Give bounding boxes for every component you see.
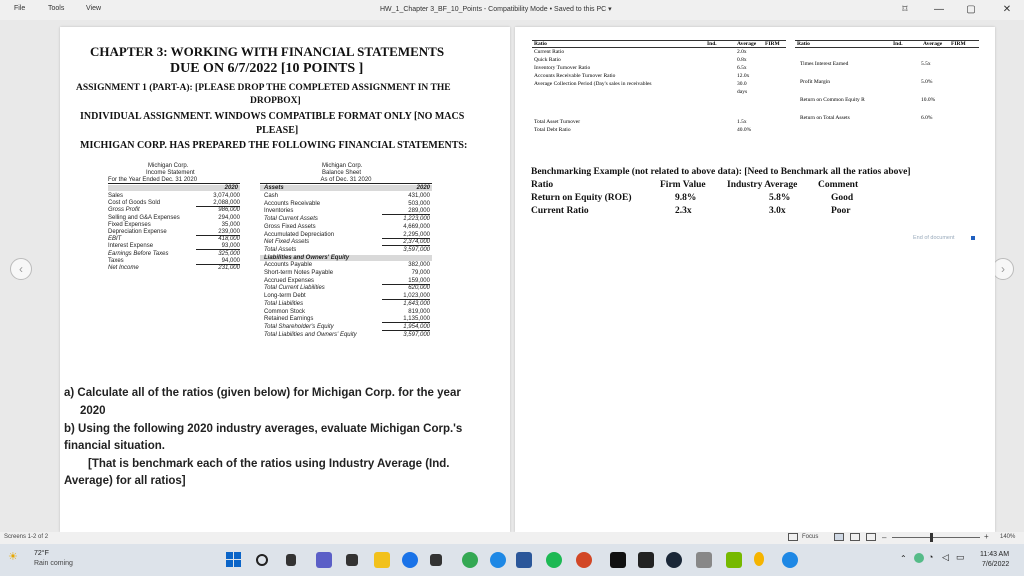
zoom-slider-thumb[interactable] [930,533,933,542]
balance-row-value: 3,597,000 [403,246,430,253]
balance-row-value: 1,643,000 [403,300,430,307]
balance-title: Balance Sheet [322,170,362,176]
balance-row-value: 79,000 [411,270,430,276]
ind-header-b: Ind. [893,41,903,47]
minimize-button[interactable]: — [934,4,944,15]
weather-forecast[interactable]: Rain coming [34,560,73,567]
task-view-icon[interactable] [286,554,296,566]
income-row-label: Sales [108,193,124,199]
file-explorer-icon[interactable] [374,552,390,568]
balance-row-label: Cash [264,193,279,199]
balance-row-label: Net Fixed Assets [264,239,310,246]
average-header: Average [737,41,757,47]
tray-app-icon[interactable] [914,553,924,563]
read-mode-icon[interactable] [834,533,844,541]
ratio-b-average: 6.0% [921,115,933,121]
benchmark-cell: 3.0x [769,206,786,216]
statements-heading: MICHIGAN CORP. HAS PREPARED THE FOLLOWING FINANCIAL STATEMENTS: [80,140,468,151]
balance-period: As of Dec. 31 2020 [260,177,432,184]
balance-row-label: Total Liabilities [264,300,304,307]
balance-row-value: 1,223,000 [403,216,430,223]
wifi-icon[interactable]: ◔ [928,552,934,562]
document-title[interactable]: HW_1_Chapter 3_BF_10_Points - Compatibility Mode • Saved to this PC ▾ [380,6,612,13]
ratio-a-label: Average Collection Period (Day's sales in receivables [534,81,652,87]
question-b: b) Using the following 2020 industry averages, evaluate Michigan Corp.'s [64,423,463,435]
assignment-heading-2: DROPBOX] [250,96,301,106]
benchmark-cell: Current Ratio [531,206,589,216]
income-row-label: EBIT [108,236,122,243]
individual-heading: INDIVIDUAL ASSIGNMENT. WINDOWS COMPATIBLE FORMAT ONLY [NO MACS [80,111,465,122]
ratio-b-label: Return on Total Assets [800,115,850,121]
page-right [515,27,995,532]
balance-row-value: 1,135,000 [382,316,430,323]
benchmark-header: Ratio [531,180,554,190]
balance-row-value: 382,000 [408,262,430,269]
steam-icon[interactable] [666,552,682,568]
maximize-button[interactable]: ▢ [966,4,976,15]
balance-row-value: 289,000 [382,208,430,215]
powerpoint-icon[interactable] [576,552,592,568]
balance-row-label: Total Current Assets [264,216,318,223]
menu-file[interactable]: File [14,5,26,12]
print-layout-icon[interactable] [850,533,860,541]
ratio-a-average: 0.8x [737,57,747,63]
income-row-value: 418,000 [218,236,240,243]
spotify-icon[interactable] [546,552,562,568]
clock-time[interactable]: 11:43 AM [980,551,1010,558]
page-left [60,27,510,532]
firm-header-b: FIRM [951,41,966,47]
word-icon[interactable] [516,552,532,568]
income-row-value: 93,000 [196,243,240,250]
tray-chevron-icon[interactable]: ⌃ [900,554,907,563]
ratio-a-label: Total Debt Ratio [534,127,571,133]
browser-icon[interactable] [782,552,798,568]
balance-assets-header: Assets [260,185,432,191]
benchmark-cell: Poor [831,206,851,216]
fullscreen-icon[interactable]: ⌑ [902,4,908,15]
menu-tools[interactable]: Tools [48,5,65,12]
question-b-2: financial situation. [64,440,165,452]
menu-view[interactable]: View [86,5,102,12]
benchmark-title: Benchmarking Example (not related to above data): [Need to Benchmark all the ratios above] [531,167,911,177]
income-row-value: 231,000 [218,265,240,271]
balance-row-label: Short-term Notes Payable [264,270,334,276]
income-row-label: Cost of Goods Sold [108,200,161,207]
balance-row-label: Accounts Payable [264,262,313,269]
ratio-b-label: Profit Margin [800,79,830,85]
income-row-label: Interest Expense [108,243,154,250]
store-icon[interactable] [430,554,442,566]
battery-icon[interactable]: ▭ [956,552,965,562]
chapter-heading: CHAPTER 3: WORKING WITH FINANCIAL STATEMENTS [90,44,445,59]
benchmark-header: Industry Average [727,180,798,190]
ratio-a-label: Inventory Turnover Ratio [534,65,591,71]
zoom-in-button[interactable]: + [984,532,989,541]
average-header-b: Average [923,41,943,47]
ratio-a-label: Accounts Receivable Turnover Ratio [534,73,616,79]
income-row-label: Gross Profit [108,207,140,214]
balance-row-value: 4,669,000 [403,223,430,230]
balance-row-value: 503,000 [408,200,430,207]
income-row-value: 325,000 [218,250,240,257]
balance-row-label: Retained Earnings [264,316,314,323]
balance-row-value: 3,597,000 [403,331,430,338]
ratio-a-average: 1.5x [737,119,747,125]
zoom-level: 140% [1000,534,1016,540]
balance-row-label: Total Shareholder's Equity [264,323,334,330]
status-bar [0,532,1024,544]
benchmark-cell: 5.8% [769,193,791,203]
question-a: a) Calculate all of the ratios (given below) for Michigan Corp. for the year [64,387,461,399]
balance-year: 2020 [416,185,430,191]
app-f-icon[interactable] [696,552,712,568]
assignment-heading: ASSIGNMENT 1 (PART-A): [PLEASE DROP THE COMPLETED ASSIGNMENT IN THE [76,83,451,93]
netflix-icon[interactable] [610,552,626,568]
ratio-a-average: 40.0% [737,127,752,133]
income-row-value: 2,088,000 [196,200,240,207]
volume-icon[interactable]: ◁ [942,552,949,562]
zoom-out-button[interactable]: – [882,533,887,542]
income-row-label: Depreciation Expense [108,229,167,235]
balance-row-label: Total Liabilities and Owners' Equity [264,331,357,338]
question-a-2: 2020 [80,405,106,417]
balance-row-value: 1,023,000 [382,293,430,300]
focus-icon[interactable] [788,533,798,541]
income-row-value: 3,074,000 [213,193,240,199]
weather-icon[interactable]: ☀ [8,551,18,563]
ind-header: Ind. [707,41,717,47]
balance-row-value: 1,954,000 [382,324,430,331]
balance-row-label: Common Stock [264,308,306,315]
ratio-b-average: 5.0% [921,79,933,85]
ratio-a-label: Total Asset Turnover [534,119,581,125]
balance-row-label: Long-term Debt [264,293,306,300]
income-row-label: Earnings Before Taxes [108,250,169,257]
benchmark-header: Comment [818,180,859,190]
clock-date[interactable]: 7/6/2022 [982,561,1010,568]
focus-button[interactable]: Focus [802,534,819,540]
due-date-heading: DUE ON 6/7/2022 [10 POINTS ] [170,61,364,76]
balance-row-value: 2,374,000 [382,239,430,246]
ratio-header: Ratio [534,41,547,47]
ratio-b-average: 5.5x [921,61,931,67]
individual-heading-2: PLEASE] [256,125,299,136]
end-of-document: End of document [913,235,955,241]
balance-row-value: 819,000 [408,308,430,315]
google-chrome-icon[interactable] [462,552,478,568]
income-row-value: 239,000 [196,229,240,236]
zoom-slider[interactable] [892,537,980,538]
income-row-label: Selling and G&A Expenses [108,214,180,221]
ratio-b-average: 10.0% [921,97,936,103]
balance-row-label: Accounts Receivable [264,200,321,207]
balance-row-label: Accumulated Depreciation [264,231,335,238]
income-row-value: 35,000 [221,221,240,228]
income-year: 2020 [108,185,240,191]
income-row-value: 294,000 [218,214,240,221]
balance-company: Michigan Corp. [322,163,363,169]
benchmark-cell: Return on Equity (ROE) [531,193,632,203]
balance-row-value: 2,295,000 [382,232,430,239]
ratio-header-b: Ratio [797,41,810,47]
income-period: For the Year Ended Dec. 31 2020 [108,177,240,184]
question-c: [That is benchmark each of the ratios using Industry Average (Ind. [88,458,450,470]
balance-row-value: 431,000 [408,193,430,199]
ratio-a-label: Quick Ratio [534,57,561,63]
income-row-label: Fixed Expenses [108,221,151,228]
balance-row-label: Inventories [264,208,294,215]
widgets-icon[interactable] [346,554,358,566]
chrome-icon[interactable] [402,552,418,568]
question-c-2: Average) for all ratios] [64,475,186,487]
screen-count: Screens 1-2 of 2 [4,534,49,540]
balance-row-value: 620,000 [408,285,430,292]
end-marker-icon [971,236,975,240]
title-bar [0,0,1024,20]
income-row-label: Taxes [108,257,124,264]
next-page-icon[interactable]: › [992,258,1014,280]
benchmark-header: Firm Value [660,180,706,190]
income-row-label: Net Income [108,265,139,271]
ratio-a-average: 2.0x [737,49,747,55]
balance-row-label: Accrued Expenses [264,277,315,284]
balance-row-label: Gross Fixed Assets [264,223,316,230]
previous-page-icon[interactable]: ‹ [10,258,32,280]
income-company: Michigan Corp. [148,163,189,169]
search-icon[interactable] [256,554,268,566]
ratio-a-average: 12.0x [737,73,750,79]
benchmark-cell: 9.8% [675,193,697,203]
income-title: Income Statement [146,170,195,176]
web-layout-icon[interactable] [866,533,876,541]
nvidia-icon[interactable] [726,552,742,568]
benchmark-cell: 2.3x [675,206,692,216]
balance-row-label: Total Assets [264,246,297,253]
ratio-b-label: Return on Common Equity R [800,97,865,103]
edge-icon[interactable] [490,552,506,568]
balance-row-value: 159,000 [382,278,430,285]
balance-row-label: Total Current Liabilities [264,285,325,292]
income-row-value: 986,000 [218,207,240,214]
ratio-a-average: 30.0 [737,81,747,87]
taskbar [0,544,1024,576]
windows-start-icon[interactable] [226,552,242,568]
ratio-a-average: days [737,89,748,95]
teams-icon[interactable] [316,552,332,568]
benchmark-cell: Good [831,193,854,203]
epic-games-icon[interactable] [638,552,654,568]
close-button[interactable]: ✕ [1002,4,1012,15]
income-row-value: 94,000 [196,258,240,265]
location-icon[interactable] [754,552,764,566]
ratio-b-label: Times Interest Earned [800,61,849,67]
ratio-a-label: Current Ratio [534,49,565,55]
balance-section-header: Liabilities and Owners' Equity [260,255,432,261]
firm-header: FIRM [765,41,780,47]
temperature[interactable]: 72°F [34,550,49,557]
ratio-a-average: 6.5x [737,65,747,71]
